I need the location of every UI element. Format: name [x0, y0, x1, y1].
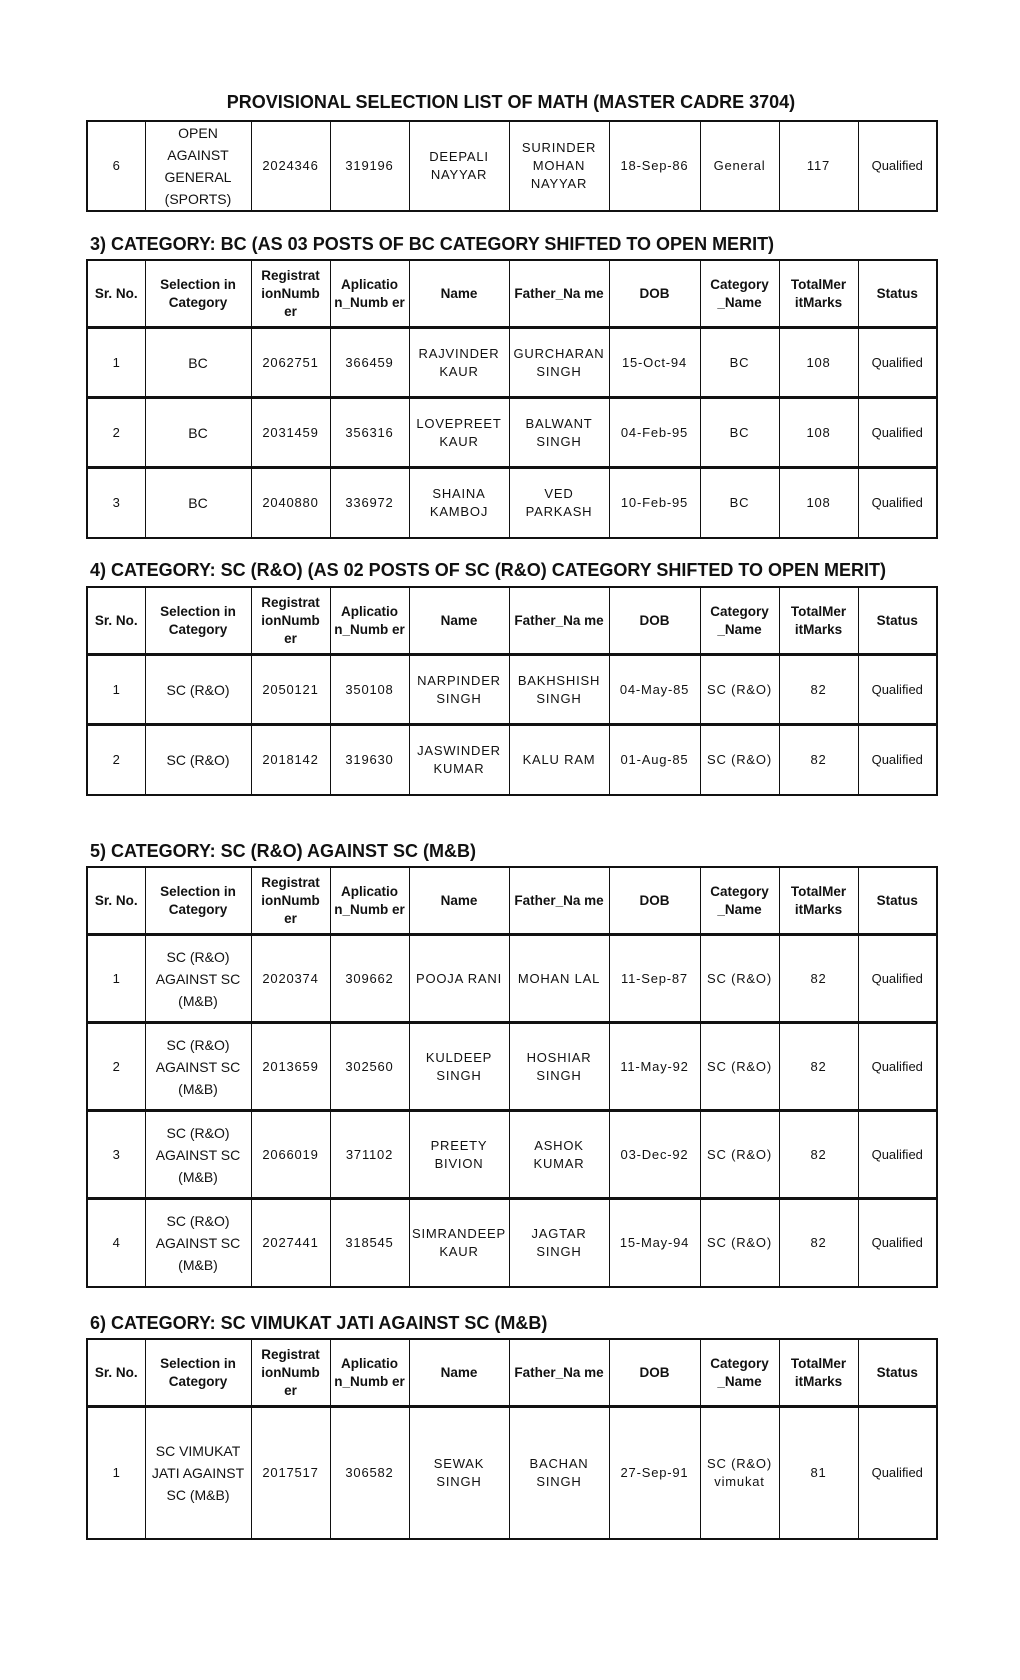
header-dob: DOB: [609, 867, 700, 935]
header-total-merit-marks: TotalMer itMarks: [779, 867, 858, 935]
cell-name: SEWAK SINGH: [409, 1407, 509, 1539]
cell-sr-no: 2: [87, 725, 145, 795]
header-category-name: Category _Name: [700, 1339, 779, 1407]
header-category-name: Category _Name: [700, 587, 779, 655]
table-row: [87, 1199, 937, 1287]
cell-category-name: BC: [700, 398, 779, 468]
header-status: Status: [858, 867, 937, 935]
cell-name: LOVEPREET KAUR: [409, 398, 509, 468]
header-name: Name: [409, 260, 509, 328]
cell-sr-no: 2: [87, 1023, 145, 1111]
sc-ro-against-mb-table: [86, 866, 938, 1288]
vimukat-jati-table: [86, 1338, 938, 1540]
cell-name: RAJVINDER KAUR: [409, 328, 509, 398]
cell-selection-in-category: SC (R&O) AGAINST SC (M&B): [145, 935, 251, 1023]
cell-registration-number: 2024346: [251, 121, 330, 211]
cell-father-name: HOSHIAR SINGH: [509, 1023, 609, 1111]
cell-selection-in-category: SC (R&O) AGAINST SC (M&B): [145, 1199, 251, 1287]
cell-status: Qualified: [858, 655, 937, 725]
cell-total-merit-marks: 82: [779, 935, 858, 1023]
cell-status: Qualified: [858, 1407, 937, 1539]
header-sr-no: Sr. No.: [87, 867, 145, 935]
table-header-row: [87, 587, 937, 655]
header-registration-number: Registrat ionNumb er: [251, 867, 330, 935]
cell-sr-no: 1: [87, 328, 145, 398]
cell-selection-in-category: OPEN AGAINST GENERAL (SPORTS): [145, 121, 251, 211]
cell-status: Qualified: [858, 1023, 937, 1111]
cell-category-name: SC (R&O): [700, 725, 779, 795]
header-total-merit-marks: TotalMer itMarks: [779, 1339, 858, 1407]
cell-registration-number: 2040880: [251, 468, 330, 538]
cell-father-name: VED PARKASH: [509, 468, 609, 538]
cell-category-name: SC (R&O): [700, 655, 779, 725]
cell-father-name: GURCHARAN SINGH: [509, 328, 609, 398]
cell-application-number: 309662: [330, 935, 409, 1023]
cell-application-number: 319630: [330, 725, 409, 795]
header-total-merit-marks: TotalMer itMarks: [779, 260, 858, 328]
cell-category-name: SC (R&O): [700, 935, 779, 1023]
cell-application-number: 302560: [330, 1023, 409, 1111]
cell-application-number: 356316: [330, 398, 409, 468]
page-title: PROVISIONAL SELECTION LIST OF MATH (MASTER CADRE 3704): [226, 92, 796, 112]
cell-name: SIMRANDEEP KAUR: [409, 1199, 509, 1287]
header-selection-in-category: Selection in Category: [145, 260, 251, 328]
table-row: [87, 328, 937, 398]
table-row: [87, 398, 937, 468]
cell-dob: 04-Feb-95: [609, 398, 700, 468]
cell-sr-no: 3: [87, 1111, 145, 1199]
header-sr-no: Sr. No.: [87, 1339, 145, 1407]
cell-selection-in-category: BC: [145, 468, 251, 538]
cell-status: Qualified: [858, 398, 937, 468]
header-name: Name: [409, 867, 509, 935]
cell-father-name: BALWANT SINGH: [509, 398, 609, 468]
section-title-sc-ro: 4) CATEGORY: SC (R&O) (AS 02 POSTS OF SC (R&O) CATEGORY SHIFTED TO OPEN MERIT): [90, 560, 887, 580]
cell-sr-no: 4: [87, 1199, 145, 1287]
cell-selection-in-category: SC (R&O) AGAINST SC (M&B): [145, 1111, 251, 1199]
cell-registration-number: 2027441: [251, 1199, 330, 1287]
cell-total-merit-marks: 108: [779, 468, 858, 538]
cell-category-name: SC (R&O): [700, 1111, 779, 1199]
cell-father-name: BAKHSHISH SINGH: [509, 655, 609, 725]
header-sr-no: Sr. No.: [87, 587, 145, 655]
table-header-row: [87, 1339, 937, 1407]
cell-father-name: SURINDER MOHAN NAYYAR: [509, 121, 609, 211]
table-row: [87, 935, 937, 1023]
header-father-name: Father_Na me: [509, 867, 609, 935]
cell-dob: 03-Dec-92: [609, 1111, 700, 1199]
cell-name: JASWINDER KUMAR: [409, 725, 509, 795]
cell-status: Qualified: [858, 1199, 937, 1287]
cell-selection-in-category: SC (R&O): [145, 725, 251, 795]
cell-application-number: 318545: [330, 1199, 409, 1287]
table-row: [87, 1111, 937, 1199]
header-dob: DOB: [609, 1339, 700, 1407]
cell-dob: 15-May-94: [609, 1199, 700, 1287]
cell-registration-number: 2031459: [251, 398, 330, 468]
cell-sr-no: 2: [87, 398, 145, 468]
cell-application-number: 371102: [330, 1111, 409, 1199]
table-row: [87, 1023, 937, 1111]
cell-registration-number: 2050121: [251, 655, 330, 725]
cell-sr-no: 6: [87, 121, 145, 211]
header-registration-number: Registrat ionNumb er: [251, 260, 330, 328]
continuation-table: [86, 120, 938, 212]
cell-total-merit-marks: 82: [779, 725, 858, 795]
cell-sr-no: 1: [87, 655, 145, 725]
cell-name: SHAINA KAMBOJ: [409, 468, 509, 538]
cell-name: POOJA RANI: [409, 935, 509, 1023]
cell-status: Qualified: [858, 328, 937, 398]
table-header-row: [87, 260, 937, 328]
cell-application-number: 350108: [330, 655, 409, 725]
bc-category-table: [86, 259, 938, 539]
cell-status: Qualified: [858, 935, 937, 1023]
cell-dob: 04-May-85: [609, 655, 700, 725]
cell-total-merit-marks: 108: [779, 398, 858, 468]
cell-total-merit-marks: 82: [779, 1023, 858, 1111]
header-status: Status: [858, 1339, 937, 1407]
cell-registration-number: 2017517: [251, 1407, 330, 1539]
cell-sr-no: 3: [87, 468, 145, 538]
cell-dob: 15-Oct-94: [609, 328, 700, 398]
header-category-name: Category _Name: [700, 867, 779, 935]
header-application-number: Aplicatio n_Numb er: [330, 1339, 409, 1407]
cell-father-name: MOHAN LAL: [509, 935, 609, 1023]
cell-dob: 10-Feb-95: [609, 468, 700, 538]
table-row: [87, 1407, 937, 1539]
cell-status: Qualified: [858, 725, 937, 795]
header-selection-in-category: Selection in Category: [145, 867, 251, 935]
header-dob: DOB: [609, 587, 700, 655]
cell-total-merit-marks: 82: [779, 1199, 858, 1287]
cell-dob: 27-Sep-91: [609, 1407, 700, 1539]
header-name: Name: [409, 587, 509, 655]
cell-registration-number: 2066019: [251, 1111, 330, 1199]
header-selection-in-category: Selection in Category: [145, 1339, 251, 1407]
section-title-sc-ro-against-mb: 5) CATEGORY: SC (R&O) AGAINST SC (M&B): [90, 841, 476, 861]
cell-dob: 01-Aug-85: [609, 725, 700, 795]
cell-category-name: BC: [700, 328, 779, 398]
header-registration-number: Registrat ionNumb er: [251, 1339, 330, 1407]
cell-category-name: SC (R&O): [700, 1023, 779, 1111]
cell-registration-number: 2062751: [251, 328, 330, 398]
cell-father-name: ASHOK KUMAR: [509, 1111, 609, 1199]
header-selection-in-category: Selection in Category: [145, 587, 251, 655]
cell-dob: 11-Sep-87: [609, 935, 700, 1023]
header-application-number: Aplicatio n_Numb er: [330, 260, 409, 328]
cell-application-number: 306582: [330, 1407, 409, 1539]
cell-total-merit-marks: 82: [779, 1111, 858, 1199]
cell-application-number: 319196: [330, 121, 409, 211]
header-total-merit-marks: TotalMer itMarks: [779, 587, 858, 655]
table-row: [87, 725, 937, 795]
cell-registration-number: 2020374: [251, 935, 330, 1023]
section-title-vimukat-jati: 6) CATEGORY: SC VIMUKAT JATI AGAINST SC (M&B): [90, 1313, 548, 1333]
header-father-name: Father_Na me: [509, 260, 609, 328]
header-status: Status: [858, 587, 937, 655]
cell-registration-number: 2018142: [251, 725, 330, 795]
table-row: [87, 121, 937, 211]
header-application-number: Aplicatio n_Numb er: [330, 867, 409, 935]
cell-application-number: 366459: [330, 328, 409, 398]
cell-father-name: BACHAN SINGH: [509, 1407, 609, 1539]
cell-father-name: KALU RAM: [509, 725, 609, 795]
table-row: [87, 655, 937, 725]
cell-dob: 18-Sep-86: [609, 121, 700, 211]
cell-sr-no: 1: [87, 935, 145, 1023]
cell-total-merit-marks: 82: [779, 655, 858, 725]
cell-category-name: BC: [700, 468, 779, 538]
header-status: Status: [858, 260, 937, 328]
cell-selection-in-category: BC: [145, 398, 251, 468]
cell-name: KULDEEP SINGH: [409, 1023, 509, 1111]
cell-category-name: General: [700, 121, 779, 211]
header-dob: DOB: [609, 260, 700, 328]
cell-father-name: JAGTAR SINGH: [509, 1199, 609, 1287]
cell-total-merit-marks: 117: [779, 121, 858, 211]
cell-selection-in-category: SC (R&O) AGAINST SC (M&B): [145, 1023, 251, 1111]
table-row: [87, 468, 937, 538]
header-father-name: Father_Na me: [509, 1339, 609, 1407]
header-registration-number: Registrat ionNumb er: [251, 587, 330, 655]
cell-selection-in-category: SC VIMUKAT JATI AGAINST SC (M&B): [145, 1407, 251, 1539]
sc-ro-category-table: [86, 586, 938, 796]
header-sr-no: Sr. No.: [87, 260, 145, 328]
header-name: Name: [409, 1339, 509, 1407]
cell-status: Qualified: [858, 1111, 937, 1199]
cell-name: PREETY BIVION: [409, 1111, 509, 1199]
header-category-name: Category _Name: [700, 260, 779, 328]
cell-category-name: SC (R&O): [700, 1199, 779, 1287]
cell-application-number: 336972: [330, 468, 409, 538]
table-header-row: [87, 867, 937, 935]
cell-selection-in-category: SC (R&O): [145, 655, 251, 725]
header-father-name: Father_Na me: [509, 587, 609, 655]
cell-total-merit-marks: 108: [779, 328, 858, 398]
cell-dob: 11-May-92: [609, 1023, 700, 1111]
header-application-number: Aplicatio n_Numb er: [330, 587, 409, 655]
cell-name: NARPINDER SINGH: [409, 655, 509, 725]
cell-name: DEEPALI NAYYAR: [409, 121, 509, 211]
cell-status: Qualified: [858, 121, 937, 211]
cell-registration-number: 2013659: [251, 1023, 330, 1111]
cell-status: Qualified: [858, 468, 937, 538]
cell-total-merit-marks: 81: [779, 1407, 858, 1539]
cell-category-name: SC (R&O) vimukat: [700, 1407, 779, 1539]
cell-selection-in-category: BC: [145, 328, 251, 398]
section-title-bc: 3) CATEGORY: BC (AS 03 POSTS OF BC CATEGORY SHIFTED TO OPEN MERIT): [90, 234, 775, 254]
cell-sr-no: 1: [87, 1407, 145, 1539]
